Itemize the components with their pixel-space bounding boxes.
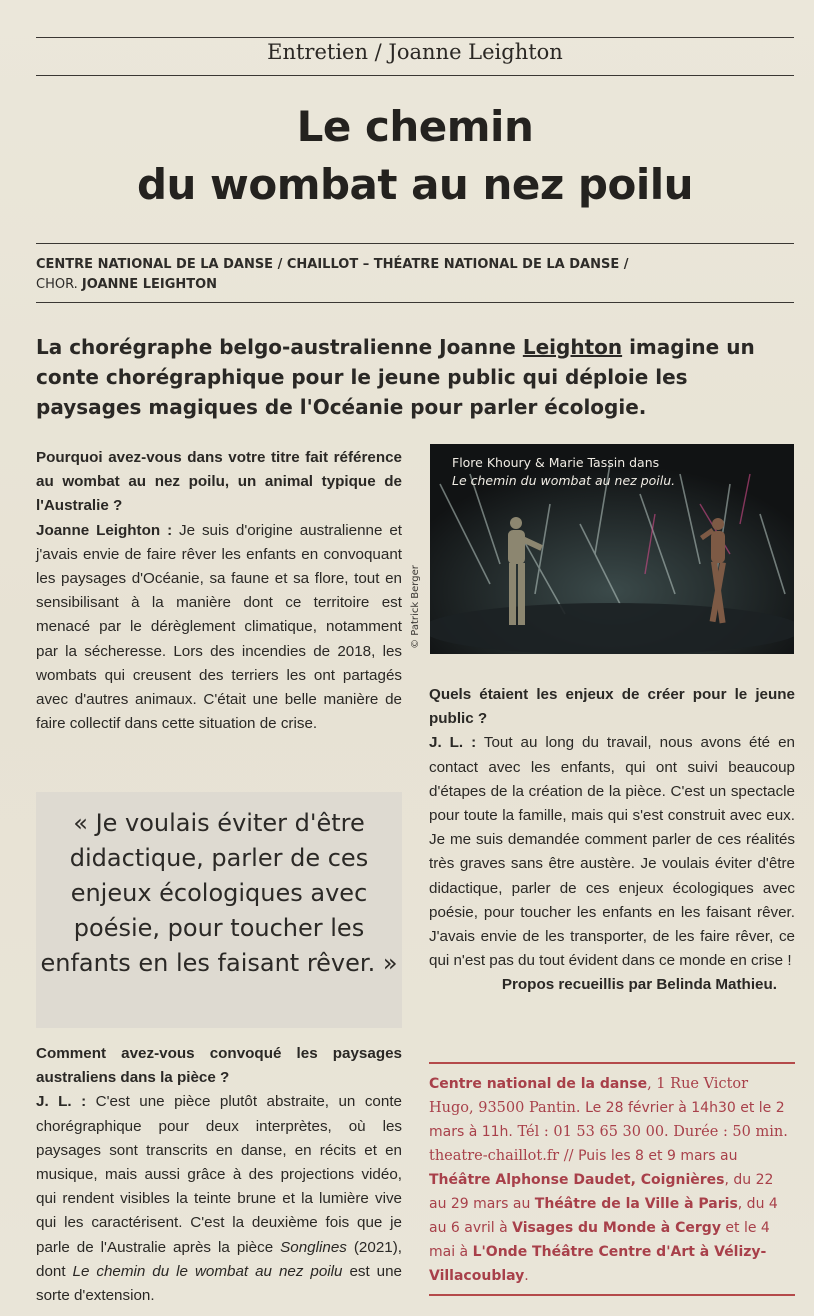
info-dates-2: Puis les 8 et 9 mars au (578, 1148, 738, 1164)
pull-quote (36, 792, 402, 1028)
top-rule (36, 37, 794, 38)
lede-underlined: Leighton (522, 335, 623, 359)
answer-2-text-a: C'est une pièce plutôt abstraite, un conte chorégraphique pour deux interprètes, où les paysages sont transcrits en danse, en récits et en musique, mais aussi grâce à des projections vidéo, qui rendent visibles la teinte brune et la lumière vive qui les caractérisent. C'est la deuxième fois que je parle de l'Australie après la pièce (36, 1093, 402, 1256)
title-line-2: du wombat au nez poilu (136, 160, 694, 209)
question-3-block (429, 683, 795, 998)
photo-credit (364, 565, 474, 649)
lede (36, 332, 794, 422)
venues-line: CENTRE NATIONAL DE LA DANSE / CHAILLOT – THÉATRE NATIONAL DE LA DANSE / (36, 257, 629, 272)
speaker-3: J. L. : (429, 734, 477, 752)
meta-bottom-rule (36, 302, 794, 303)
byline: Propos recueillis par Belinda Mathieu. (501, 976, 777, 994)
lede-text-2: imagine un conte chorégraphique pour le jeune public qui déploie les paysages magiques de l'Océanie pour parler écologie. (36, 335, 755, 419)
question-1: Pourquoi avez-vous dans votre titre fait référence au wombat au nez poilu, un animal typique de l'Australie ? (36, 449, 402, 515)
answer-3 (429, 731, 795, 973)
kicker-rule (36, 75, 794, 76)
info-dates-5: et le 4 mai à (429, 1220, 770, 1260)
question-1-block (36, 446, 402, 736)
chor-name: JOANNE LEIGHTON (81, 277, 218, 292)
chor-prefix: CHOR. (36, 277, 82, 292)
answer-1 (36, 519, 402, 737)
info-venue-5: L'Onde Théâtre Centre d'Art à Vélizy-Villacoublay (429, 1244, 767, 1284)
info-dates-4: , du 4 au 6 avril à (429, 1196, 778, 1236)
answer-2 (36, 1090, 402, 1308)
lede-text-1: La chorégraphe belgo-australienne Joanne (36, 335, 523, 359)
answer-2-em-1: Songlines (280, 1238, 347, 1256)
answer-2-text-b: (2021), dont (36, 1238, 402, 1280)
info-venue-3: Théâtre de la Ville à Paris (534, 1196, 738, 1212)
question-2: Comment avez-vous convoqué les paysages australiens dans la pièce ? (36, 1045, 402, 1087)
info-box (429, 1062, 795, 1296)
question-3: Quels étaient les enjeux de créer pour le jeune public ? (429, 686, 795, 728)
answer-2-text-c: est une sorte d'extension. (36, 1262, 403, 1305)
info-text (429, 1064, 795, 1288)
stage-photo (430, 444, 794, 654)
answer-1-text: Je suis d'origine australienne et j'avais envie de faire rêver les enfants en convoquant les paysages d'Océanie, sa faune et sa flore, tout en sensibilisant à la manière dont ce territoire est menacé par le dérèglement climatique, notamment par la sécheresse. Lors des incendies de 2018, les wombats qui creusent des terriers les ont partagés avec d'autres animaux. C'était une belle manière de faire collectif dans cette situation de crise. (36, 521, 403, 733)
info-venue-1: Centre national de la danse (429, 1076, 648, 1092)
answer-2-em-2: Le chemin du le wombat au nez poilu (72, 1262, 343, 1280)
photo-caption-line-1: Flore Khoury & Marie Tassin dans (452, 455, 660, 470)
info-venue-4: Visages du Monde à Cergy (512, 1220, 721, 1236)
info-venue-2: Théâtre Alphonse Daudet, Coignières (429, 1172, 725, 1188)
article-meta (36, 255, 794, 295)
info-dates-1: Le 28 février à 14h30 et le 2 mars à 11h. (429, 1100, 785, 1140)
info-address: , 1 Rue Victor Hugo, 93500 Pantin. (429, 1076, 749, 1116)
kicker: Entretien / Joanne Leighton (267, 40, 563, 64)
question-2-block (36, 1042, 402, 1308)
speaker-2: J. L. : (36, 1093, 87, 1111)
photo-credit-text: © Patrick Berger (410, 565, 421, 649)
answer-3-text: Tout au long du travail, nous avons été en contact avec les enfants, qui ont suivi beaucoup d'étapes de la création de la pièce. C'est un spectacle pour toute la famille, mais qui s'est construit avec eux. Je me suis demandée comment parler de ces réalités très graves sans être austère. Je voulais éviter d'être didactique, parler de ces enjeux écologiques avec poésie, pour toucher les enfants en les faisant rêver. J'avais envie de les transporter, de les faire rêver, ce qui n'est pas du tout évident dans ce monde en crise ! (429, 734, 795, 970)
meta-top-rule (36, 243, 794, 244)
article-title (36, 98, 794, 214)
photo-caption-line-2: Le chemin du wombat au nez poilu. (452, 473, 676, 488)
info-phone-duration: Tél : 01 53 65 30 00. Durée : 50 min. theatre-chaillot.fr // (429, 1124, 788, 1164)
photo-caption (452, 454, 782, 490)
info-end: . (524, 1268, 529, 1284)
info-dates-3: , du 22 au 29 mars au (429, 1172, 774, 1212)
choreographer-line (36, 275, 794, 295)
pull-quote-text: « Je voulais éviter d'être didactique, parler de ces enjeux écologiques avec poésie, pour toucher les enfants en les faisant rêver. » (40, 809, 398, 977)
title-line-1: Le chemin (296, 102, 534, 151)
speaker-1: Joanne Leighton : (36, 521, 173, 539)
